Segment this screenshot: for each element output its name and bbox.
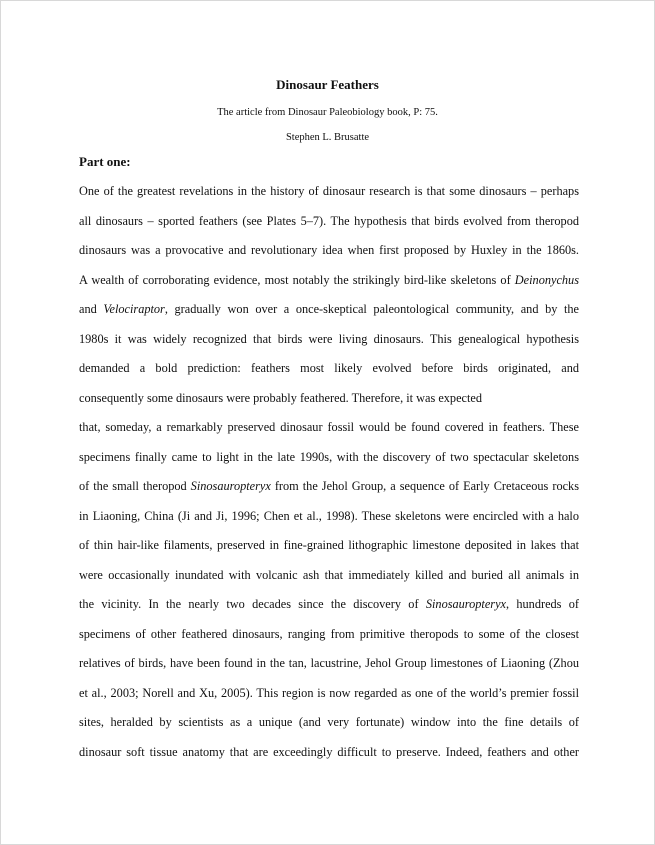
body-line: of the small theropod Sinosauropteryx from the Jehol Group, a sequence of Early Cretaceous rocks [79, 479, 579, 493]
author-name: Stephen L. Brusatte [285, 132, 370, 143]
body-line: specimens finally came to light in the late 1990s, with the discovery of two spectacular skeletons [79, 449, 579, 464]
body-line: A wealth of corroborating evidence, most notably the strikingly bird-like skeletons of Deinonychus [79, 272, 579, 287]
source-citation: The article from Dinosaur Paleobiology book, P: 75. [217, 107, 438, 118]
section-heading: Part one: [79, 154, 131, 169]
body-line: all dinosaurs – sported feathers (see Plates 5–7). The hypothesis that birds evolved from theropod [79, 213, 579, 228]
document-title: Dinosaur Feathers [276, 77, 379, 92]
body-line: the vicinity. In the nearly two decades since the discovery of Sinosauropteryx, hundreds of [79, 597, 580, 611]
body-line: relatives of birds, have been found in the tan, lacustrine, Jehol Group limestones of Liaoning (Zhou [79, 656, 579, 670]
body-line: specimens of other feathered dinosaurs, ranging from primitive theropods to some of the closest [79, 626, 579, 641]
body-line: were occasionally inundated with volcanic ash that immediately killed and buried all animals in [79, 567, 579, 582]
body-line: demanded a bold prediction: feathers most likely evolved before birds originated, and [79, 361, 579, 375]
body-line: dinosaur soft tissue anatomy that are exceedingly difficult to preserve. Indeed, feathers and other [79, 744, 579, 759]
body-line: in Liaoning, China (Ji and Ji, 1996; Chen et al., 1998). These skeletons were encircled with a halo [79, 508, 579, 523]
article-body [79, 177, 579, 767]
body-line: that, someday, a remarkably preserved dinosaur fossil would be found covered in feathers. These [79, 420, 579, 434]
body-line: sites, heralded by scientists as a unique (and very fortunate) window into the fine details of [79, 715, 579, 729]
body-line: consequently some dinosaurs were probably feathered. Therefore, it was expected [79, 390, 483, 405]
body-line: of thin hair-like filaments, preserved in fine-grained lithographic limestone deposited in lakes that [79, 538, 579, 552]
body-line: 1980s it was widely recognized that birds were living dinosaurs. This genealogical hypothesis [79, 331, 579, 346]
body-line: One of the greatest revelations in the history of dinosaur research is that some dinosaurs – perhaps [79, 184, 579, 198]
body-line: et al., 2003; Norell and Xu, 2005). This region is now regarded as one of the world’s premier fossil [79, 685, 579, 700]
body-line: and Velociraptor, gradually won over a once-skeptical paleontological community, and by the [79, 302, 579, 316]
body-line: dinosaurs was a provocative and revolutionary idea when first proposed by Huxley in the 1860s. [79, 243, 579, 257]
